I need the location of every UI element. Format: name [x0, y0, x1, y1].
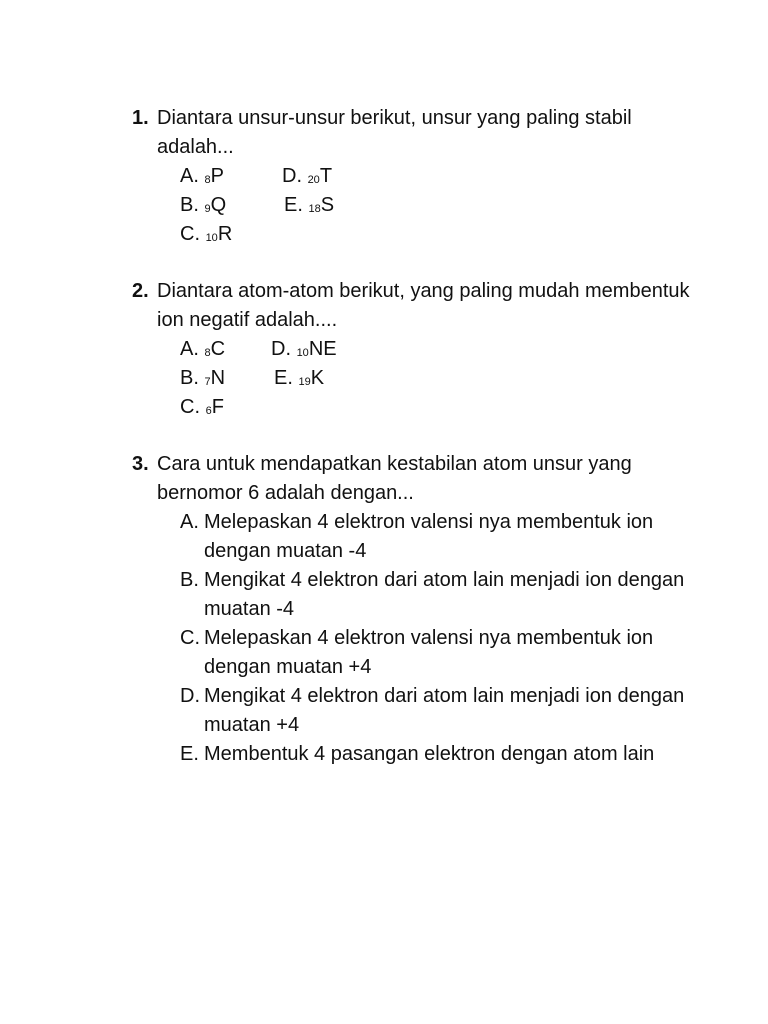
question-number: 3. — [132, 453, 149, 475]
question-1 — [132, 104, 692, 249]
option-b: B. 9Q — [180, 194, 227, 216]
option-a: A. 8P — [180, 165, 224, 187]
question-number: 1. — [132, 107, 149, 129]
option-e: E. 18S — [284, 194, 335, 216]
question-3 — [132, 450, 692, 769]
question-text: Diantara atom-atom berikut, yang paling mudah membentuk ion negatif adalah.... — [157, 280, 690, 331]
question-number: 2. — [132, 280, 149, 302]
option-a: A. Melepaskan 4 elektron valensi nya membentuk ion dengan muatan -4 — [180, 511, 654, 562]
option-a: A. 8C — [180, 338, 226, 360]
option-d: D. 10NE — [271, 338, 337, 360]
option-d: D. Mengikat 4 elektron dari atom lain menjadi ion dengan muatan +4 — [180, 685, 685, 736]
option-list — [180, 508, 692, 769]
option-b: B. Mengikat 4 elektron dari atom lain menjadi ion dengan muatan -4 — [180, 569, 685, 620]
question-text: Diantara unsur-unsur berikut, unsur yang paling stabil adalah... — [157, 107, 632, 158]
option-list — [132, 335, 692, 422]
option-d: D. 20T — [282, 165, 333, 187]
option-c: C. 10R — [180, 223, 233, 245]
option-e: E. Membentuk 4 pasangan elektron dengan atom lain — [180, 743, 655, 765]
option-c: C. Melepaskan 4 elektron valensi nya membentuk ion dengan muatan +4 — [180, 627, 654, 678]
option-c: C. 6F — [180, 396, 224, 418]
question-2 — [132, 277, 692, 422]
option-e: E. 19K — [274, 367, 325, 389]
option-b: B. 7N — [180, 367, 226, 389]
question-text: Cara untuk mendapatkan kestabilan atom unsur yang bernomor 6 adalah dengan... — [157, 453, 632, 504]
option-list — [132, 162, 692, 249]
